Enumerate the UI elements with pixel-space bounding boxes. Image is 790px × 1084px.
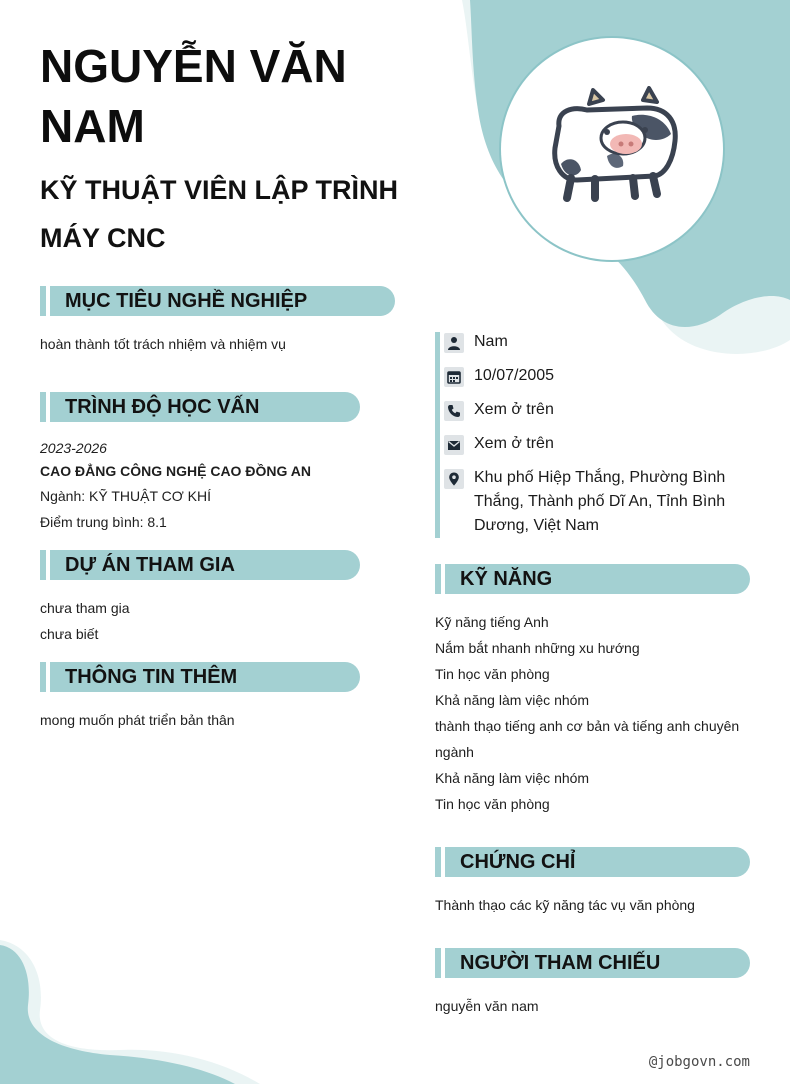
list-item: Khả năng làm việc nhóm [435, 770, 590, 786]
contact-value: Xem ở trên [474, 435, 554, 452]
section-label: THÔNG TIN THÊM [65, 666, 238, 688]
calendar-icon [444, 367, 464, 387]
references-text: nguyễn văn nam [435, 998, 539, 1014]
section-label: NGƯỜI THAM CHIẾU [460, 952, 661, 974]
watermark: @jobgovn.com [648, 1054, 750, 1070]
list-item: Tin học văn phòng [435, 796, 550, 812]
career-goal-text: hoàn thành tốt trách nhiệm và nhiệm vụ [40, 336, 286, 352]
contact-value: Khu phố Hiệp Thắng, Phường Bình Thắng, Thành phố Dĩ An, Tỉnh Bình Dương, Việt Nam [474, 469, 726, 534]
education-major: Ngành: KỸ THUẬT CƠ KHÍ [40, 488, 211, 504]
mail-icon [444, 435, 464, 455]
education-school: CAO ĐẲNG CÔNG NGHỆ CAO ĐỒNG AN [40, 463, 311, 479]
contact-value: 10/07/2005 [474, 367, 555, 384]
section-label: MỤC TIÊU NGHỀ NGHIỆP [65, 290, 308, 312]
section-heading-projects [40, 550, 360, 580]
avatar [501, 38, 723, 260]
cow-illustration-icon [537, 86, 687, 206]
section-label: DỰ ÁN THAM GIA [65, 554, 235, 576]
phone-icon [444, 401, 464, 421]
section-label: KỸ NĂNG [460, 568, 553, 590]
certificates-text: Thành thạo các kỹ năng tác vụ văn phòng [435, 897, 695, 913]
list-item: thành thạo tiếng anh cơ bản và tiếng anh chuyên ngành [435, 718, 740, 760]
job-title: KỸ THUẬT VIÊN LẬP TRÌNH MÁY CNC [40, 175, 399, 253]
section-heading-career-goal [40, 286, 395, 316]
list-item: chưa tham gia [40, 600, 130, 616]
contact-accent-bar [435, 332, 440, 538]
list-item: Khả năng làm việc nhóm [435, 692, 590, 708]
list-item: Nắm bắt nhanh những xu hướng [435, 640, 640, 656]
contact-value: Nam [474, 333, 508, 350]
list-item: Tin học văn phòng [435, 666, 550, 682]
section-heading-certificates [435, 847, 750, 877]
contact-value: Xem ở trên [474, 401, 554, 418]
section-label: CHỨNG CHỈ [460, 851, 576, 873]
candidate-name: NGUYỄN VĂN NAM [40, 40, 347, 152]
location-pin-icon [444, 469, 464, 489]
person-icon [444, 333, 464, 353]
section-heading-extra-info [40, 662, 360, 692]
list-item: chưa biết [40, 626, 99, 642]
section-heading-education [40, 392, 360, 422]
section-heading-references [435, 948, 750, 978]
section-label: TRÌNH ĐỘ HỌC VẤN [65, 396, 260, 418]
extra-info-text: mong muốn phát triển bản thân [40, 712, 235, 728]
education-period: 2023-2026 [40, 440, 107, 456]
education-gpa: Điểm trung bình: 8.1 [40, 514, 167, 530]
section-heading-skills [435, 564, 750, 594]
list-item: Kỹ năng tiếng Anh [435, 614, 549, 630]
